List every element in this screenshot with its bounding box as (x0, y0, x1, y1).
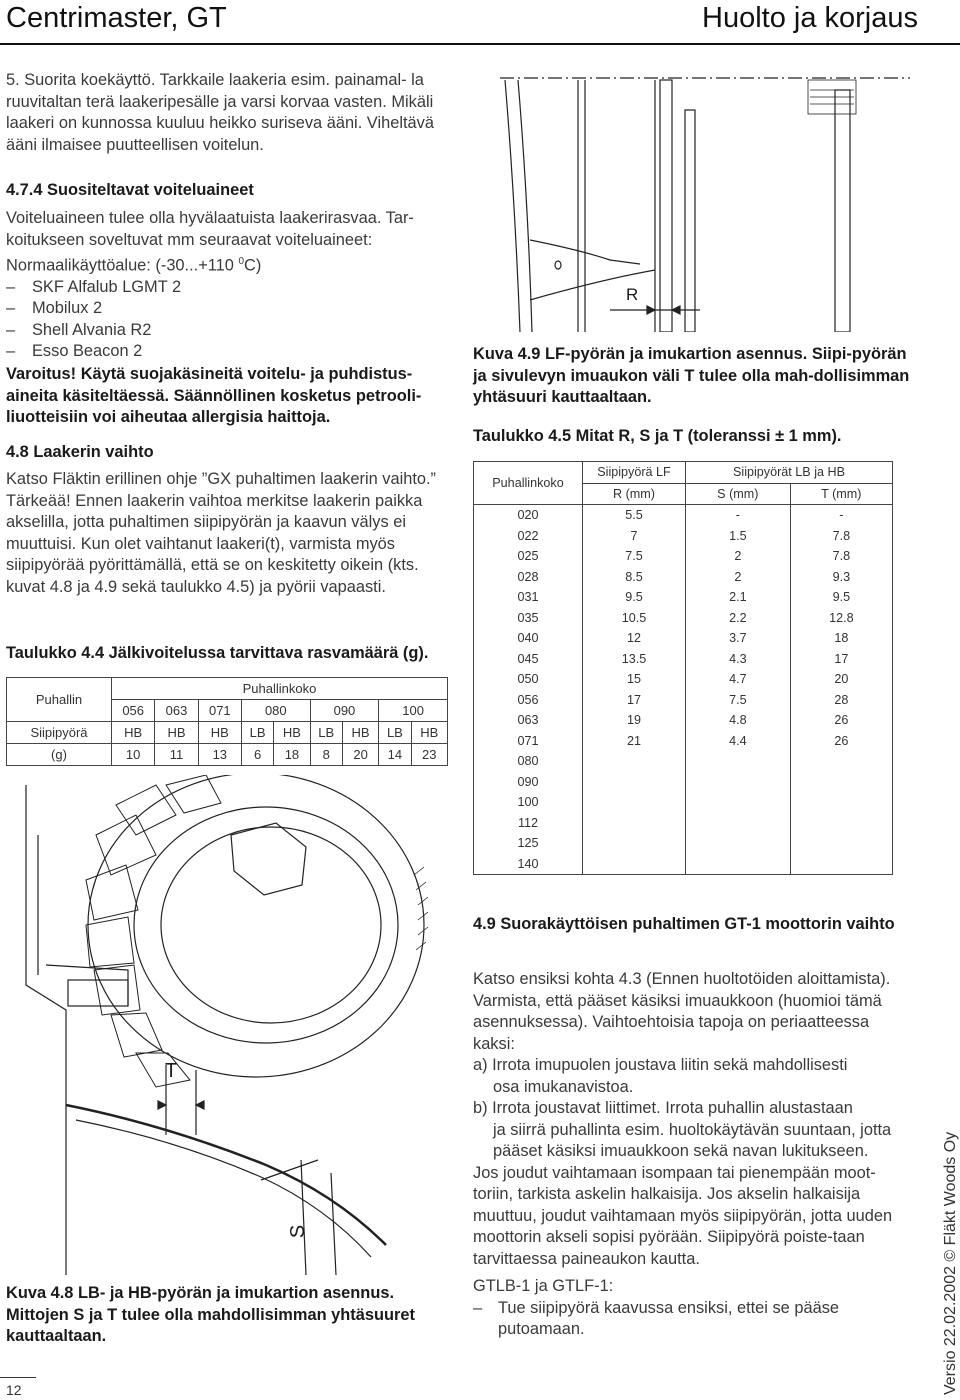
table-cell: 17 (790, 649, 892, 670)
table-cell: 2 (686, 546, 791, 567)
lubricant-intro: Voiteluaineen tulee olla hyvälaatuista laakerirasvaa. Tar-koitukseen soveltuvat mm seuraavat voiteluaineet: (6, 209, 414, 249)
table-44 (6, 677, 448, 766)
table-cell: 7.8 (790, 526, 892, 547)
table-cell: 21 (583, 731, 686, 752)
table-cell: 13.5 (583, 649, 686, 670)
section-line (331, 1173, 336, 1275)
table-cell: - (686, 505, 791, 526)
table-cell: 090 (310, 700, 379, 722)
table-44-title: Taulukko 4.4 Jälkivoitelussa tarvittava rasvamäärä (g). (6, 644, 429, 662)
table-cell: 7.5 (583, 546, 686, 567)
table-cell: 26 (790, 710, 892, 731)
table-header: Puhallin (7, 678, 112, 722)
inlet-cone-inner (134, 807, 398, 1043)
table-cell (686, 854, 791, 875)
table-body (474, 505, 893, 875)
blade-edge (835, 90, 850, 332)
section-title: Huolto ja korjaus (702, 2, 918, 34)
lubricant-item: – Mobilux 2 (6, 299, 103, 318)
section-474-body (6, 208, 446, 363)
table-cell: 8.5 (583, 567, 686, 588)
page-number-rule (0, 1377, 36, 1378)
table-cell: 022 (474, 526, 583, 547)
table-cell: 071 (198, 700, 241, 722)
table-cell: 056 (474, 690, 583, 711)
table-cell: 020 (474, 505, 583, 526)
table-header: Siipipyörät LB ja HB (686, 462, 893, 484)
table-row (474, 751, 893, 772)
hub (231, 823, 306, 895)
option-b: b) Irrota joustavat liittimet. Irrota puhallin alustastaan (473, 1099, 853, 1117)
table-cell: 063 (155, 700, 198, 722)
table-row (474, 854, 893, 875)
table-cell: 125 (474, 833, 583, 854)
figure-4-8-label-T: T (165, 1060, 178, 1082)
table-cell (790, 833, 892, 854)
warning-block (6, 364, 446, 429)
gtlb-item: – Tue siipipyörä kaavussa ensiksi, ettei se pääse putoamaan. (473, 1298, 840, 1338)
gtlb-heading: GTLB-1 ja GTLF-1: (473, 1277, 614, 1295)
table-cell: 045 (474, 649, 583, 670)
table-header: Puhallinkoko (112, 678, 448, 700)
table-header: R (mm) (583, 483, 686, 505)
table-header: Puhallinkoko (474, 462, 583, 505)
option-a-cont: osa imukanavistoa. (493, 1077, 634, 1096)
table-row (474, 731, 893, 752)
frame-left (26, 785, 66, 1275)
table-cell: 20 (790, 669, 892, 690)
table-cell: 2 (686, 567, 791, 588)
section-49-intro: Katso ensiksi kohta 4.3 (Ennen huoltotöiden aloittamista). Varmista, että pääset käsiksi imuaukkoon (huomioi tämä asennuksessa). Vaihtoehtoisia tapoja on periaatteessa kaksi: (473, 970, 891, 1053)
figure-4-8-drawing (6, 775, 446, 1275)
table-row (474, 567, 893, 588)
figure-4-9-label-R: R (626, 285, 639, 304)
lubricant-item: – Shell Alvania R2 (6, 320, 152, 339)
page-header (0, 0, 960, 46)
warning-text: Käytä suojakäsineitä voitelu- ja puhdistus-aineita käsiteltäessä. Säännöllinen kosketus petrooli-liuotteisiin voi aiheutaa allergisia haittoja. (6, 365, 422, 426)
range-sup: 0 (238, 256, 245, 267)
table-cell: 12.8 (790, 608, 892, 629)
cone-section-curve-inner (76, 1120, 371, 1257)
arrow (672, 306, 680, 314)
section-49-heading: 4.9 Suorakäyttöisen puhaltimen GT-1 moottorin vaihto (473, 915, 895, 933)
blade-edge (660, 80, 672, 332)
table-cell: 071 (474, 731, 583, 752)
table-header: Siipipyörä LF (583, 462, 686, 484)
table-cell (686, 833, 791, 854)
table-cell (790, 772, 892, 793)
table-cell: 100 (379, 700, 448, 722)
table-cell: 031 (474, 587, 583, 608)
row-label: (g) (7, 744, 112, 766)
table-cell: 18 (790, 628, 892, 649)
blade-edge (685, 110, 695, 332)
section-48-heading: 4.8 Laakerin vaihto (6, 443, 154, 461)
table-cell: 2.2 (686, 608, 791, 629)
table-cell: 1.5 (686, 526, 791, 547)
table-row (474, 833, 893, 854)
table-cell: 9.3 (790, 567, 892, 588)
figure-4-9-caption: Kuva 4.9 LF-pyörän ja imukartion asennus. Siipi-pyörän ja sivulevyn imuaukon väli T tulee olla mah-dollisimman yhtäsuuri kauttaaltaan. (473, 345, 910, 406)
lubricant-item: – SKF Alfalub LGMT 2 (6, 277, 182, 296)
section-48-body: Katso Fläktin erillinen ohje ”GX puhaltimen laakerin vaihto.” Tärkeää! Ennen laakerin vaihtoa merkitse laakerin paikka akselilla, jotta puhaltimen siipipyörän ja kaavun välys ei muuttuisi. Kun olet vaihtanut laakeri(t), varmista myös siipipyörää pyörittämällä, että se on keskitetty oikein (kts. kuvat 4.8 ja 4.9 sekä taulukko 4.5) ja pyörii vapaasti. (6, 470, 437, 596)
table-cell (583, 792, 686, 813)
table-row (474, 608, 893, 629)
table-row (474, 669, 893, 690)
arrow (196, 1101, 204, 1109)
table-cell: - (790, 505, 892, 526)
table-cell: 028 (474, 567, 583, 588)
table-cell: 4.3 (686, 649, 791, 670)
table-cell: 15 (583, 669, 686, 690)
table-45-title: Taulukko 4.5 Mitat R, S ja T (toleranssi ± 1 mm). (473, 427, 842, 445)
range-text: Normaalikäyttöalue: (-30...+110 (6, 256, 239, 275)
table-cell (583, 813, 686, 834)
table-cell: 140 (474, 854, 583, 875)
table-cell (790, 813, 892, 834)
table-row (474, 546, 893, 567)
option-b-cont: ja siirrä puhallinta esim. huoltokäytävän suuntaan, jotta pääset käsiksi imuaukkoon sekä navan lukitukseen. (493, 1120, 892, 1160)
table-cell: 19 (583, 710, 686, 731)
lubricant-item: – Esso Beacon 2 (6, 342, 143, 361)
table-cell: 3.7 (686, 628, 791, 649)
table-header: S (mm) (686, 483, 791, 505)
table-cell: 2.1 (686, 587, 791, 608)
table-cell: 17 (583, 690, 686, 711)
figure-4-8-caption: Kuva 4.8 LB- ja HB-pyörän ja imukartion asennus. Mittojen S ja T tulee olla mahdollisimman yhtäsuuret kauttaaltaan. (6, 1284, 415, 1345)
table-cell (790, 854, 892, 875)
table-cell (583, 751, 686, 772)
table-row (474, 526, 893, 547)
table-cell (583, 854, 686, 875)
bearing-hatch (808, 80, 856, 114)
figure-4-9-drawing (490, 70, 920, 332)
housing-curve (505, 80, 520, 332)
table-cell: 080 (241, 700, 310, 722)
table-row (474, 813, 893, 834)
figure-4-8-label-S: S (287, 1224, 310, 1239)
table-row (474, 690, 893, 711)
arrow (158, 1101, 166, 1109)
table-cell: 112 (474, 813, 583, 834)
table-row (474, 587, 893, 608)
table-header: T (mm) (790, 483, 892, 505)
table-cell: 050 (474, 669, 583, 690)
document-title: Centrimaster, GT (6, 2, 227, 34)
table-row (474, 792, 893, 813)
housing-curve (518, 80, 532, 332)
table-45 (473, 461, 893, 875)
table-cell: 025 (474, 546, 583, 567)
table-cell (790, 751, 892, 772)
table-cell (686, 792, 791, 813)
step-5-text: 5. Suorita koekäyttö. Tarkkaile laakeria esim. painamal- la ruuvitaltan terä laakeripesälle ja varsi korvaa vasten. Mikäli laakeri on kunnossa kuuluu heikko suriseva ääni. Viheltävä ääni ilmaisee puutteellisen voitelun. (6, 71, 434, 154)
table-cell: 090 (474, 772, 583, 793)
section-49-motor: Jos joudut vaihtamaan isompaan tai pienempään moot-toriin, tarkista askelin halkaisija. Jos akselin halkaisija muuttuu, joudut vaihtamaan myös siipipyörän, jotta uuden moottorin akseli sopisi pyörään. Siipipyörä poiste-taan tarvittaessa paineaukon kautta. (473, 1163, 893, 1268)
table-cell (686, 772, 791, 793)
table-cell: 7.5 (686, 690, 791, 711)
cone-section-curve (66, 1105, 386, 1245)
table-cell: 056 (112, 700, 155, 722)
arrow (647, 306, 655, 314)
table-cell: 10.5 (583, 608, 686, 629)
table-row (474, 505, 893, 526)
table-cell: 12 (583, 628, 686, 649)
inlet-cone-throat (161, 827, 381, 1023)
warning-label: Varoitus! (6, 365, 77, 383)
table-row (474, 772, 893, 793)
table-cell: 063 (474, 710, 583, 731)
table-cell (686, 813, 791, 834)
table-cell: 28 (790, 690, 892, 711)
table-row: (g) 10 11 13 6 18 8 20 14 23 (7, 744, 448, 766)
table-cell: 4.7 (686, 669, 791, 690)
table-cell: 9.5 (790, 587, 892, 608)
table-cell: 26 (790, 731, 892, 752)
table-cell (583, 833, 686, 854)
table-cell: 4.4 (686, 731, 791, 752)
table-cell: 080 (474, 751, 583, 772)
table-cell (583, 772, 686, 793)
option-a: a) Irrota imupuolen joustava liitin sekä mahdollisesti (473, 1056, 848, 1074)
range-unit: C) (244, 256, 262, 275)
table-row (474, 710, 893, 731)
table-row (474, 628, 893, 649)
table-cell: 035 (474, 608, 583, 629)
row-label: Siipipyörä (7, 722, 112, 744)
table-cell: 7 (583, 526, 686, 547)
section-line (301, 1160, 306, 1275)
temperature-range (6, 251, 446, 277)
table-cell: 100 (474, 792, 583, 813)
table-cell: 5.5 (583, 505, 686, 526)
table-cell: 4.8 (686, 710, 791, 731)
bracket-edge (46, 965, 128, 1006)
table-cell (790, 792, 892, 813)
table-cell: 9.5 (583, 587, 686, 608)
table-cell: 7.8 (790, 546, 892, 567)
header-rule (0, 43, 960, 45)
table-cell (686, 751, 791, 772)
table-row (474, 649, 893, 670)
bolt (555, 261, 561, 269)
table-cell: 040 (474, 628, 583, 649)
section-49-body (473, 969, 913, 1341)
page-number: 12 (6, 1382, 22, 1398)
table-row: Siipipyörä HB HB HB LB HB LB HB LB HB (7, 722, 448, 744)
section-474-heading: 4.7.4 Suositeltavat voiteluaineet (6, 181, 254, 199)
version-note: Versio 22.02.2002 © Fläkt Woods Oy (942, 1131, 959, 1395)
